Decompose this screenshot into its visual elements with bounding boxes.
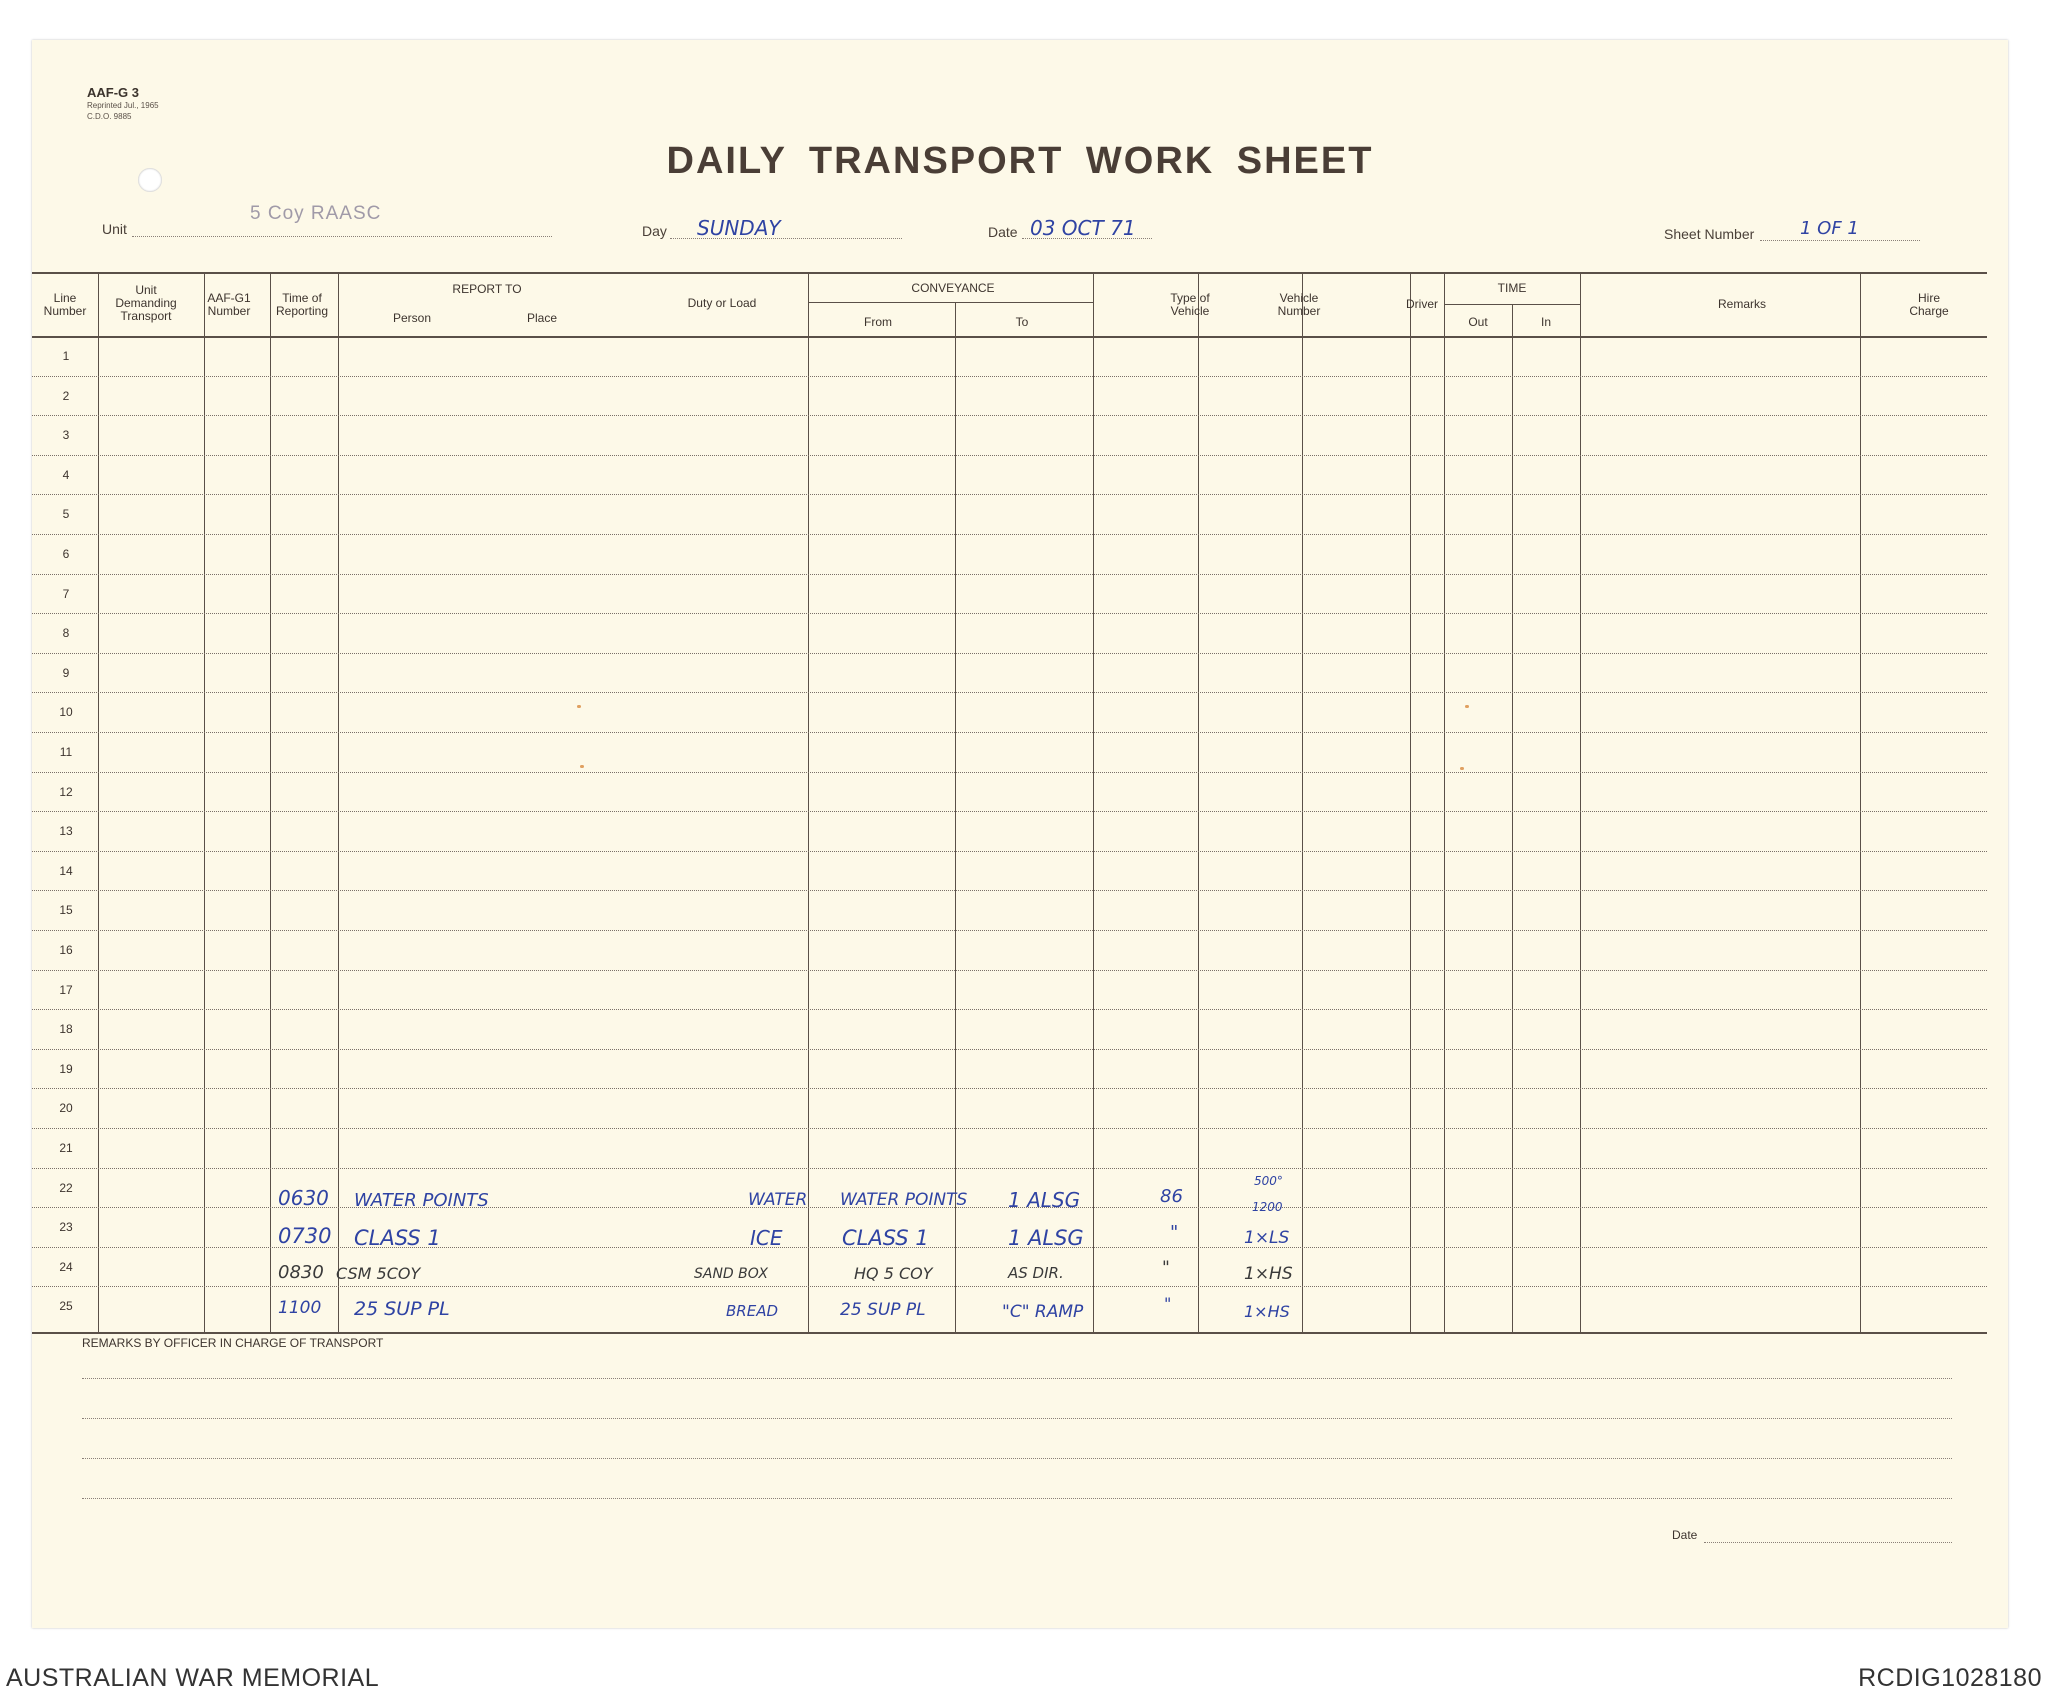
- row-number: 16: [59, 943, 73, 957]
- paper-fleck: [580, 765, 584, 768]
- entry-to: AS DIR.: [1008, 1264, 1064, 1282]
- column-divider: [98, 272, 99, 1332]
- header-driver: Driver: [1406, 297, 1438, 311]
- header-place: Place: [526, 311, 558, 325]
- date-value: 03 OCT 71: [1030, 216, 1136, 240]
- remarks-line: [82, 1498, 1952, 1499]
- column-divider: [338, 272, 339, 1332]
- paper-fleck: [1460, 767, 1464, 770]
- remarks-date-label: Date: [1672, 1528, 1698, 1542]
- row-number: 17: [59, 982, 73, 997]
- row-divider: [32, 1128, 1987, 1129]
- entry-vehicle-number: 1×HS: [1244, 1264, 1293, 1284]
- form-title: DAILY TRANSPORT WORK SHEET: [666, 140, 1374, 182]
- column-divider: [1860, 272, 1861, 1332]
- entry-to: 1 ALSG: [1008, 1188, 1081, 1212]
- row-divider: [32, 1088, 1987, 1089]
- entry-person: 25 SUP PL: [354, 1298, 450, 1320]
- column-divider: [1302, 272, 1303, 1332]
- entry-from: WATER POINTS: [840, 1190, 968, 1210]
- conveyance-sub-rule: [808, 302, 1093, 303]
- entry-from: 25 SUP PL: [840, 1300, 926, 1320]
- row-divider: [32, 653, 1987, 654]
- row-number: 5: [62, 507, 70, 522]
- column-divider: [204, 272, 205, 1332]
- remarks-date-line: [1704, 1542, 1952, 1543]
- header-time: TIME: [1497, 281, 1527, 295]
- header-duty: Duty or Load: [687, 296, 757, 310]
- entry-vehicle-number: 1×LS: [1244, 1228, 1290, 1248]
- row-divider: [32, 970, 1987, 971]
- entry-vehicle-type: 86: [1160, 1186, 1183, 1207]
- header-aaf-g1: AAF-G1 Number: [207, 291, 251, 318]
- row-number: 11: [59, 745, 73, 759]
- entry-vehicle-type: ": [1162, 1258, 1170, 1278]
- row-number: 10: [59, 705, 73, 720]
- row-number: 1: [62, 349, 70, 363]
- entry-vehicle-number-top: 500°: [1254, 1174, 1283, 1188]
- table-top-rule: [32, 272, 1987, 274]
- row-number: 7: [62, 586, 70, 601]
- header-conveyance: CONVEYANCE: [911, 281, 995, 295]
- sheet-number-label: Sheet Number: [1664, 226, 1755, 242]
- row-number: 20: [59, 1101, 73, 1116]
- column-divider: [1444, 272, 1445, 1332]
- header-time-reporting: Time of Reporting: [275, 291, 329, 318]
- row-number: 4: [62, 467, 70, 482]
- entry-vehicle-type: ": [1170, 1222, 1179, 1243]
- sheet-number-value: 1 OF 1: [1800, 218, 1859, 239]
- row-divider: [32, 1049, 1987, 1050]
- remarks-line: [82, 1378, 1952, 1379]
- row-number: 19: [59, 1061, 73, 1076]
- entry-duty: ICE: [750, 1226, 783, 1250]
- header-hire-charge: Hire Charge: [1909, 291, 1949, 318]
- row-divider: [32, 890, 1987, 891]
- row-number: 18: [59, 1022, 73, 1037]
- header-bottom-rule: [32, 336, 1987, 338]
- entry-vehicle-number-bottom: 1200: [1252, 1200, 1283, 1214]
- entry-vehicle-number: 1×HS: [1244, 1302, 1290, 1321]
- row-number: 23: [59, 1220, 73, 1235]
- entry-time: 1100: [278, 1298, 322, 1318]
- row-divider: [32, 1168, 1987, 1169]
- header-in: In: [1540, 315, 1551, 329]
- row-divider: [32, 1009, 1987, 1010]
- entry-to: "C" RAMP: [1002, 1302, 1084, 1322]
- sub-column-divider: [955, 302, 956, 1332]
- row-number: 14: [59, 863, 73, 878]
- header-remarks: Remarks: [1717, 297, 1766, 311]
- sheet-number-line: [1760, 240, 1920, 241]
- entry-person: WATER POINTS: [354, 1190, 489, 1211]
- footer-record-id: RCDIG1028180: [1858, 1664, 2042, 1692]
- row-number: 21: [59, 1141, 73, 1155]
- row-divider: [32, 811, 1987, 812]
- entry-person: CLASS 1: [354, 1226, 441, 1250]
- entry-vehicle-type: ": [1164, 1294, 1172, 1313]
- header-vehicle-number: Vehicle Number: [1277, 291, 1321, 318]
- row-divider: [32, 494, 1987, 495]
- remarks-line: [82, 1418, 1952, 1419]
- row-number: 15: [59, 903, 73, 918]
- header-type-vehicle: Type of Vehicle: [1170, 291, 1210, 318]
- row-number: 13: [59, 824, 73, 839]
- entry-duty: BREAD: [726, 1302, 779, 1320]
- row-divider: [32, 415, 1987, 416]
- row-divider: [32, 692, 1987, 693]
- row-number: 9: [62, 665, 70, 680]
- date-label: Date: [988, 224, 1018, 240]
- entry-person: CSM 5COY: [336, 1264, 421, 1283]
- row-divider: [32, 930, 1987, 931]
- header-to: To: [1015, 315, 1029, 329]
- row-number: 12: [59, 784, 73, 799]
- reprint-note: Reprinted Jul., 1965: [87, 101, 159, 110]
- row-divider: [32, 376, 1987, 377]
- column-divider: [808, 272, 809, 1332]
- unit-stamp: 5 Coy RAASC: [250, 203, 382, 224]
- row-divider: [32, 1286, 1987, 1287]
- row-divider: [32, 534, 1987, 535]
- row-divider: [32, 455, 1987, 456]
- entry-time: 0730: [278, 1224, 332, 1248]
- work-sheet-paper: [32, 40, 2008, 1628]
- header-line-number: Line Number: [43, 291, 87, 318]
- remarks-line: [82, 1458, 1952, 1459]
- row-number: 3: [62, 428, 70, 443]
- row-divider: [32, 851, 1987, 852]
- unit-line: [132, 236, 552, 237]
- day-label: Day: [642, 223, 667, 239]
- header-out: Out: [1468, 315, 1488, 329]
- column-divider: [1093, 272, 1094, 1332]
- table-bottom-rule: [32, 1332, 1987, 1334]
- header-unit-demanding: Unit Demanding Transport: [115, 283, 177, 323]
- form-code: AAF-G 3: [87, 85, 139, 100]
- footer-archive-name: AUSTRALIAN WAR MEMORIAL: [6, 1664, 380, 1692]
- header-from: From: [864, 315, 892, 329]
- row-number: 25: [59, 1299, 73, 1314]
- sub-column-divider: [1512, 304, 1513, 1332]
- row-divider: [32, 772, 1987, 773]
- row-number: 22: [59, 1180, 73, 1195]
- entry-duty: SAND BOX: [694, 1266, 769, 1282]
- header-report-to: REPORT TO: [452, 282, 522, 296]
- paper-fleck: [1465, 705, 1469, 708]
- unit-label: Unit: [102, 221, 127, 237]
- column-divider: [1580, 272, 1581, 1332]
- row-divider: [32, 613, 1987, 614]
- entry-duty: WATER: [748, 1190, 808, 1210]
- cdo-number: C.D.O. 9885: [87, 112, 132, 121]
- row-divider: [32, 732, 1987, 733]
- column-divider: [1198, 272, 1199, 1332]
- entry-from: CLASS 1: [842, 1226, 929, 1250]
- entry-time: 0830: [278, 1262, 324, 1283]
- column-divider: [1410, 272, 1411, 1332]
- remarks-label: REMARKS BY OFFICER IN CHARGE OF TRANSPORT: [82, 1336, 384, 1350]
- day-value: SUNDAY: [697, 216, 781, 240]
- row-number: 24: [59, 1259, 73, 1274]
- header-person: Person: [392, 311, 432, 325]
- entry-time: 0630: [278, 1186, 329, 1210]
- row-number: 6: [62, 547, 70, 561]
- form-code-block: [87, 85, 159, 122]
- row-number: 2: [62, 388, 70, 403]
- row-number: 8: [62, 626, 70, 641]
- entry-from: HQ 5 COY: [854, 1264, 933, 1283]
- paper-fleck: [577, 705, 581, 708]
- row-divider: [32, 574, 1987, 575]
- column-divider: [270, 272, 271, 1332]
- entry-to: 1 ALSG: [1008, 1226, 1084, 1250]
